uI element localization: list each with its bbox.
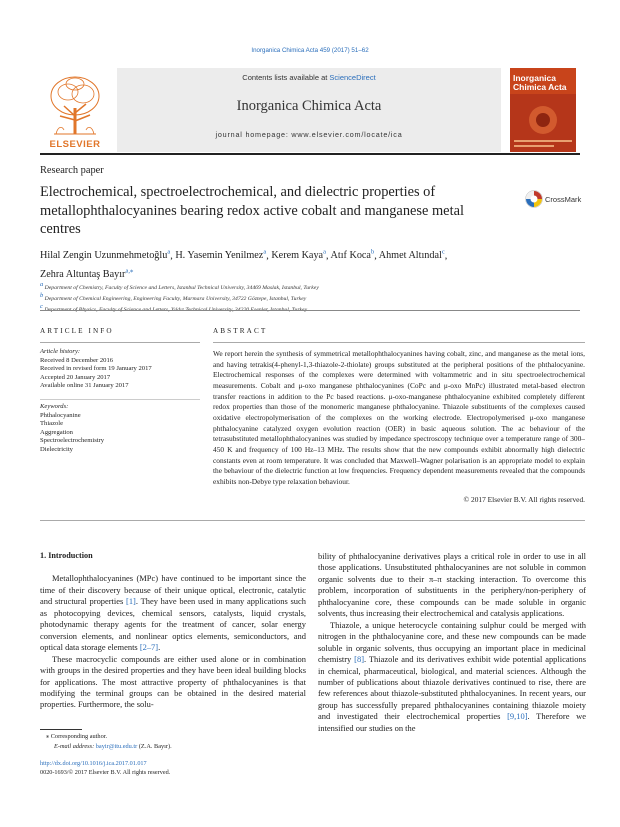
divider bbox=[40, 342, 200, 343]
author[interactable]: Ahmet Altındal$^c$ bbox=[378, 249, 445, 262]
elsevier-wordmark: ELSEVIER bbox=[49, 139, 101, 150]
paragraph: Thiazole, a unique heterocycle containing sulphur could be merged with nitrogen in the phthalocyanine core, and these new compounds can be made soluble in organic solvents, thus occupying an important place in medicinal chemistry [8]. Thiazole and its derivatives exhibit wide potential applications in chemical, pharmaceutical, biological, and material sciences. Although the number of publications about thiazole derivatives continued to rise, there are few references about thiazole-substituted phthalocyanines. In recent years, our group has successfully prepared phthalocyanines containing thiazole moiety and investigated their electrochemical properties [9,10]. Therefore we intensified our studies on the bbox=[318, 619, 586, 733]
copyright: © 2017 Elsevier B.V. All rights reserved. bbox=[463, 495, 585, 504]
keyword: Thiazole bbox=[40, 420, 64, 428]
abstract-text: We report herein the synthesis of symmetrical metallophthalocyanines having cobalt, zinc, and manganese as the metal ions, and having tetrakis(4-phenyl-1,3-thiazole-2-thiolate) groups substituted at the peripheral positions of the phthalocyanine. Electrochemical responses of the complexes were determined with voltammetric and in situ spectroelectrochemical measurements. Cobalt and μ-oxo manganese phthalocyanines (CoPc and μ-oxo MnPc) illustrated metal-based electron transfer reactions in addition to the Pc based reactions. μ-oxo-manganese phthalocyanine exhibited completely different redox properties than those of the monomeric manganese phthalocyanine. Thiazole substituents of the complexes caused oxidative electropolymerisation of the complexes on the working electrode. Electropolymerised μ-oxo manganese phthalocyanine catalyzed oxygen evolution reaction (OER) in basic aqueous solution. The ac behaviour of the tetrasubstituted metallophthalocyanines was studied by impedance spectroscopy technique over a temperature range of 300–450 K and frequency of 100 Hz–13 MHz. The results show that the new compounds exhibit abnormally high dielectric constants even at room temperature. It was concluded that Maxwell–Wagner polarisation is an appropriate model to explain the behaviour of the dielectric function at low frequencies. Frequency dependent measurements revealed that the compounds exhibits non-Debye type relaxation behaviour. bbox=[213, 349, 585, 486]
elsevier-logo bbox=[40, 68, 110, 152]
journal-cover-image bbox=[510, 68, 576, 152]
keyword: Aggregation bbox=[40, 428, 73, 436]
author-list: Hilal Zengin Uzunmehmetoğlu$^a$, H. Yasemin Yenilmez$^a$, Kerem Kaya$^a$, Atıf Koca$^b$, Ahmet Altındal$^c$, Zehra Altuntaş Bayır$^{a,⁎}$ bbox=[40, 249, 448, 280]
abstract-heading: ABSTRACT bbox=[213, 327, 268, 335]
history-item: Accepted 20 January 2017 bbox=[40, 373, 111, 381]
divider bbox=[213, 342, 585, 343]
footer-doi bbox=[40, 760, 170, 778]
reference-link[interactable]: [9,10] bbox=[507, 711, 528, 722]
email-link[interactable]: bayir@itu.edu.tr bbox=[95, 742, 138, 750]
journal-header bbox=[40, 68, 580, 152]
paragraph: These macrocyclic compounds are either used alone or in combination with groups in the desired properties and they have been ideal building blocks for applications. The most attractive property of phthalocyanines is that modifying the terminal groups can be obtained in the desired material properties. Furthermore, the solu- bbox=[40, 653, 306, 710]
article-info-heading: ARTICLE INFO bbox=[40, 327, 114, 335]
history-item: Received in revised form 19 January 2017 bbox=[40, 365, 152, 373]
doi-link[interactable]: http://dx.doi.org/10.1016/j.ica.2017.01.017 bbox=[40, 760, 147, 767]
journal-title: Inorganica Chimica Acta bbox=[236, 98, 382, 114]
keyword: Phthalocyanine bbox=[40, 411, 81, 419]
affiliation: c bbox=[40, 303, 43, 311]
article-type: Research paper bbox=[40, 165, 104, 176]
contents-line: Contents lists available at ScienceDirect bbox=[242, 73, 376, 82]
divider bbox=[40, 310, 580, 311]
crossmark-icon bbox=[525, 190, 543, 208]
history-item: Received 8 December 2016 bbox=[40, 356, 114, 364]
keyword: Spectroelectrochemistry bbox=[40, 437, 105, 445]
divider bbox=[40, 520, 585, 521]
article-history: Article history: Received 8 December 2016 Received in revised form 19 January 2017 Accepted 20 January 2017 Available online 31 January 2017 bbox=[40, 348, 205, 391]
corresponding-author-note: ⁎ Corresponding author. bbox=[46, 733, 108, 740]
author[interactable]: Zehra Altuntaş Bayır$^{a,⁎}$ bbox=[40, 267, 134, 280]
author[interactable]: Hilal Zengin Uzunmehmetoğlu$^a$ bbox=[40, 249, 171, 262]
cover-title-line-1: Inorganica bbox=[513, 73, 556, 83]
journal-reference-link[interactable]: Inorganica Chimica Acta 459 (2017) 51–62 bbox=[251, 47, 369, 54]
footnote-rule bbox=[40, 729, 82, 730]
article-title: Electrochemical, spectroelectrochemical, and dielectric properties of metallophthalocyanines bearing redox active cobalt and manganese metal centres bbox=[40, 184, 464, 237]
body-column-left bbox=[40, 550, 306, 711]
reference-link[interactable]: [1] bbox=[126, 596, 136, 607]
paragraph: bility of phthalocyanine derivatives plays a critical role in order to use in all those applications. Unsubstituted phthalocyanines are not soluble in common organic solvents due to their π–π stacking interaction. To overcome this problem, incorporation of substituents in the periphery/non-periphery of phthalocyanine core, these compounds can be made soluble in organic solvents, thus increasing their electrochemical and catalysis applications. bbox=[318, 551, 586, 619]
journal-masthead bbox=[117, 68, 501, 152]
journal-homepage-link[interactable]: journal homepage: www.elsevier.com/locate/ica bbox=[215, 130, 403, 139]
keywords: Keywords: Phthalocyanine Thiazole Aggregation Spectroelectrochemistry Dielectricity bbox=[40, 403, 205, 455]
reference-link[interactable]: [2–7] bbox=[139, 642, 159, 653]
divider bbox=[40, 399, 200, 400]
history-item: Available online 31 January 2017 bbox=[40, 382, 129, 390]
header-rule bbox=[40, 153, 580, 155]
author[interactable]: Atıf Koca$^b$ bbox=[330, 249, 375, 262]
reference-link[interactable]: [8] bbox=[354, 654, 365, 665]
body-column-right bbox=[318, 551, 586, 734]
paragraph: Metallophthalocyanines (MPc) have continued to be important since the time of their discovery because of their unique optical, electronic, catalytic and structural properties [1]. They have been used in many applications such as photocopying devices, chemical sensors, catalysts, liquid crystals, photodynamic therapy agents for the treatment of cancer, solar energy conversion elements, and nonlinear optics elements, semiconductors, and optical data storage elements [2–7]. bbox=[40, 573, 306, 653]
author[interactable]: Kerem Kaya$^a$ bbox=[271, 249, 326, 262]
crossmark-button[interactable] bbox=[525, 189, 595, 211]
affiliation: $^b$ Department of Chemical Engineering, Engineering Faculty, Marmara University, 34722 Göztepe, Istanbul, Turkey bbox=[40, 292, 307, 302]
section-heading: 1. Introduction bbox=[40, 551, 93, 560]
keyword: Dielectricity bbox=[40, 445, 73, 453]
footnote: ⁎ Corresponding author. E-mail address: bayir@itu.edu.tr (Z.A. Bayır). bbox=[40, 732, 320, 751]
crossmark-label: CrossMark bbox=[545, 195, 582, 204]
sciencedirect-link[interactable]: ScienceDirect bbox=[329, 73, 376, 82]
author[interactable]: H. Yasemin Yenilmez$^a$ bbox=[175, 249, 267, 262]
issn-line: 0020-1693/© 2017 Elsevier B.V. All rights reserved. bbox=[40, 768, 171, 776]
cover-title-line-2: Chimica Acta bbox=[513, 82, 567, 92]
affiliation: $^a$ Department of Chemistry, Faculty of Science and Letters, Istanbul Technical University, 34469 Maslak, Istanbul, Turkey bbox=[40, 281, 319, 291]
